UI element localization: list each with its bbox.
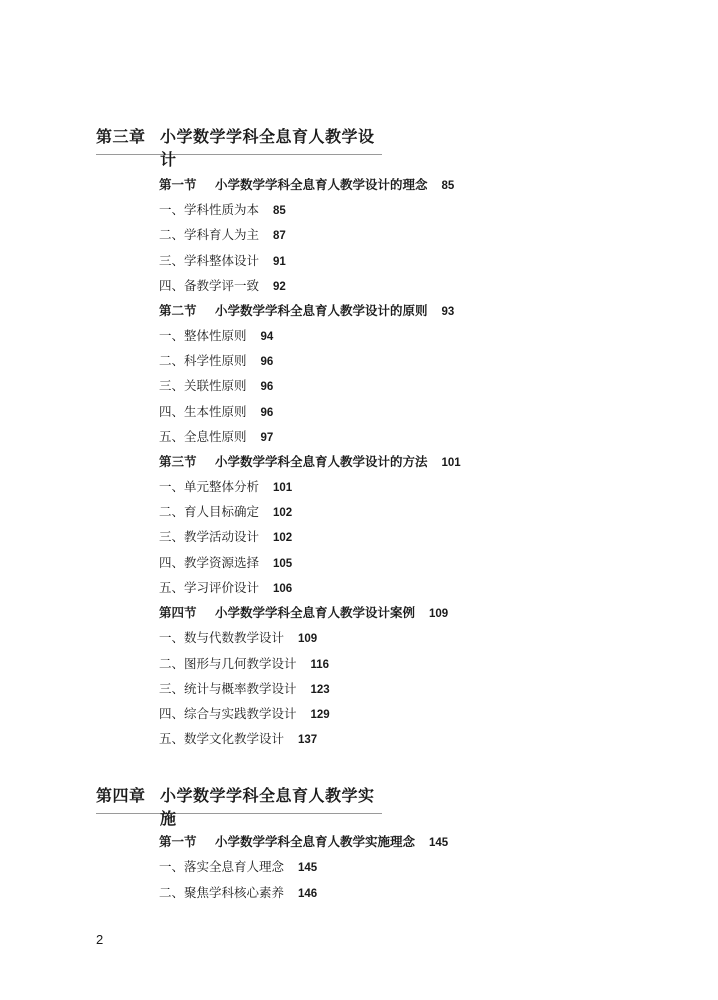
toc-item[interactable] bbox=[159, 376, 273, 396]
chapter-number: 第三章 bbox=[96, 127, 146, 146]
page-ref: 116 bbox=[310, 659, 330, 671]
toc-item[interactable] bbox=[159, 200, 286, 220]
item-title: 三、统计与概率教学设计 bbox=[159, 681, 297, 696]
toc-item[interactable] bbox=[159, 553, 292, 573]
item-title: 五、全息性原则 bbox=[159, 429, 247, 444]
item-title: 五、学习评价设计 bbox=[159, 580, 260, 595]
page-ref: 96 bbox=[260, 356, 274, 368]
page-ref: 109 bbox=[429, 608, 449, 620]
item-title: 二、图形与几何教学设计 bbox=[159, 656, 297, 671]
toc-section[interactable] bbox=[159, 175, 454, 195]
page-number: 2 bbox=[96, 932, 104, 947]
item-title: 一、数与代数教学设计 bbox=[159, 630, 285, 645]
toc-section[interactable] bbox=[159, 832, 448, 852]
item-title: 二、聚焦学科核心素养 bbox=[159, 885, 285, 900]
item-title: 二、学科育人为主 bbox=[159, 227, 260, 242]
toc-item[interactable] bbox=[159, 527, 292, 547]
item-title: 一、落实全息育人理念 bbox=[159, 859, 285, 874]
page-ref: 97 bbox=[260, 432, 274, 444]
toc-item[interactable] bbox=[159, 628, 317, 648]
page-ref: 145 bbox=[298, 862, 318, 874]
toc-item[interactable] bbox=[159, 276, 286, 296]
toc-item[interactable] bbox=[159, 251, 286, 271]
item-title: 三、关联性原则 bbox=[159, 378, 247, 393]
toc-item[interactable] bbox=[159, 654, 329, 674]
page-ref: 102 bbox=[273, 532, 293, 544]
toc-item[interactable] bbox=[159, 402, 273, 422]
item-title: 四、综合与实践教学设计 bbox=[159, 706, 297, 721]
toc-item[interactable] bbox=[159, 502, 292, 522]
item-title: 四、教学资源选择 bbox=[159, 555, 260, 570]
toc-item[interactable] bbox=[159, 729, 317, 749]
section-number: 第二节 bbox=[159, 303, 197, 318]
item-title: 二、科学性原则 bbox=[159, 353, 247, 368]
page-ref: 91 bbox=[273, 256, 286, 268]
section-title: 小学数学学科全息育人教学设计的原则 bbox=[215, 303, 428, 318]
toc-item[interactable] bbox=[159, 857, 317, 877]
toc-section[interactable] bbox=[159, 301, 454, 321]
item-title: 一、整体性原则 bbox=[159, 328, 247, 343]
page-ref: 92 bbox=[273, 281, 286, 293]
page-ref: 85 bbox=[273, 205, 286, 217]
page-ref: 96 bbox=[260, 407, 274, 419]
page-ref: 137 bbox=[298, 734, 318, 746]
section-title: 小学数学学科全息育人教学设计的方法 bbox=[215, 454, 428, 469]
toc-item[interactable] bbox=[159, 351, 273, 371]
page-ref: 87 bbox=[273, 230, 286, 242]
section-number: 第一节 bbox=[159, 177, 197, 192]
section-number: 第三节 bbox=[159, 454, 197, 469]
page-ref: 94 bbox=[260, 331, 274, 343]
toc-item[interactable] bbox=[159, 477, 292, 497]
section-number: 第四节 bbox=[159, 605, 197, 620]
toc-item[interactable] bbox=[159, 427, 273, 447]
chapter-number: 第四章 bbox=[96, 786, 146, 805]
toc-item[interactable] bbox=[159, 326, 273, 346]
item-title: 一、单元整体分析 bbox=[159, 479, 260, 494]
page-ref: 123 bbox=[310, 684, 330, 696]
item-title: 三、学科整体设计 bbox=[159, 253, 260, 268]
toc-item[interactable] bbox=[159, 883, 317, 903]
page-ref: 85 bbox=[441, 180, 455, 192]
page-ref: 101 bbox=[273, 482, 293, 494]
toc-item[interactable] bbox=[159, 225, 286, 245]
chapter-title: 小学数学学科全息育人教学实施 bbox=[160, 786, 375, 828]
item-title: 四、生本性原则 bbox=[159, 404, 247, 419]
section-title: 小学数学学科全息育人教学设计案例 bbox=[215, 605, 416, 620]
chapter-heading-3 bbox=[96, 120, 382, 169]
section-number: 第一节 bbox=[159, 834, 197, 849]
page-ref: 146 bbox=[298, 888, 318, 900]
section-title: 小学数学学科全息育人教学设计的理念 bbox=[215, 177, 428, 192]
item-title: 二、育人目标确定 bbox=[159, 504, 260, 519]
toc-item[interactable] bbox=[159, 704, 330, 724]
item-title: 三、教学活动设计 bbox=[159, 529, 260, 544]
page-ref: 93 bbox=[441, 306, 455, 318]
page-ref: 101 bbox=[441, 457, 461, 469]
page-ref: 129 bbox=[310, 709, 330, 721]
toc-section[interactable] bbox=[159, 452, 461, 472]
chapter-title: 小学数学学科全息育人教学设计 bbox=[160, 127, 375, 169]
page-ref: 105 bbox=[273, 558, 293, 570]
toc-item[interactable] bbox=[159, 679, 330, 699]
toc-section[interactable] bbox=[159, 603, 448, 623]
item-title: 五、数学文化教学设计 bbox=[159, 731, 285, 746]
section-title: 小学数学学科全息育人教学实施理念 bbox=[215, 834, 416, 849]
page-ref: 145 bbox=[429, 837, 449, 849]
page-ref: 102 bbox=[273, 507, 293, 519]
item-title: 一、学科性质为本 bbox=[159, 202, 260, 217]
toc-item[interactable] bbox=[159, 578, 292, 598]
item-title: 四、备教学评一致 bbox=[159, 278, 260, 293]
chapter-heading-4 bbox=[96, 779, 382, 828]
page-ref: 96 bbox=[260, 381, 274, 393]
page-ref: 109 bbox=[298, 633, 318, 645]
page-ref: 106 bbox=[273, 583, 293, 595]
